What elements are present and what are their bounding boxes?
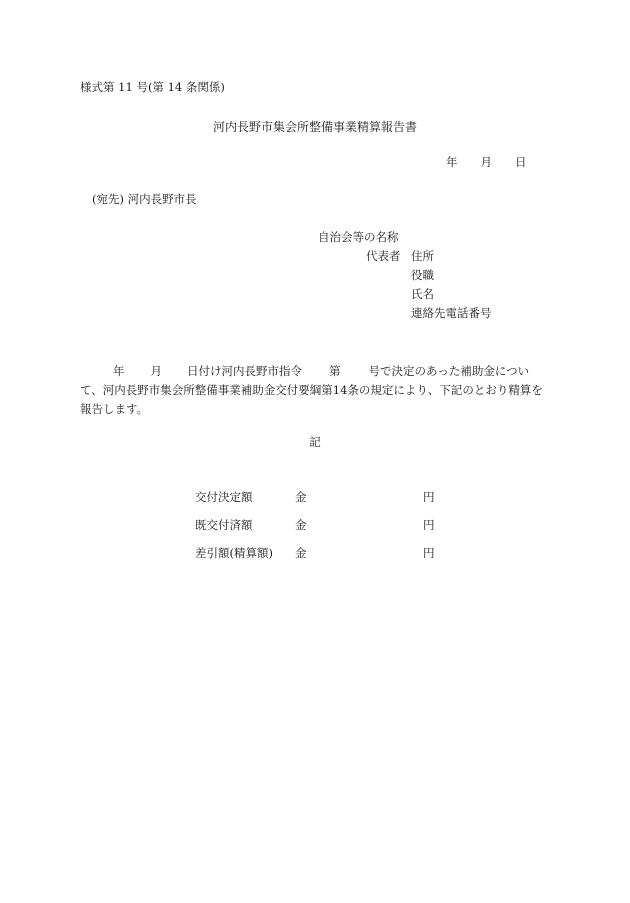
amount-row-paid [195,520,440,534]
amount-kin: 金 [295,518,307,532]
ki-heading: 記 [309,435,321,449]
addressee: (宛先) 河内長野市長 [92,192,197,206]
date-month-label: 月 [480,155,492,169]
position-label: 役職 [411,268,434,282]
body-year: 年 [113,364,125,378]
amount-row-decided [195,492,440,506]
body-line-1 [80,362,554,381]
amount-yen: 円 [423,546,435,560]
body-dai: 第 [329,364,341,378]
date-day-label: 日 [515,155,527,169]
body-go-text: 号で決定のあった補助金につい [368,364,530,378]
body-month: 月 [150,364,162,378]
amount-yen: 円 [423,490,435,504]
amount-yen: 円 [423,518,435,532]
body-line-2: て、河内長野市集会所整備事業補助金交付要綱第14条の規定により、下記のとおり精算を [80,383,543,397]
amount-kin: 金 [295,546,307,560]
form-number: 様式第 11 号(第 14 条関係) [80,80,225,94]
amount-label: 差引額(精算額) [195,546,273,560]
name-label: 氏名 [411,287,434,301]
document-title: 河内長野市集会所整備事業精算報告書 [212,120,417,134]
amount-row-difference [195,548,440,562]
address-label: 住所 [411,249,434,263]
date-year-label: 年 [446,155,458,169]
report-date [446,157,527,169]
report-body [80,362,554,419]
body-dated-city-order: 日付け河内長野市指令 [187,364,302,378]
phone-label: 連絡先電話番号 [411,306,492,320]
amount-kin: 金 [295,490,307,504]
org-name-label: 自治会等の名称 [318,230,399,244]
representative-label: 代表者 [366,249,401,263]
body-line-3: 報告します。 [80,402,149,416]
amount-label: 交付決定額 [195,490,253,504]
amount-label: 既交付済額 [195,518,253,532]
